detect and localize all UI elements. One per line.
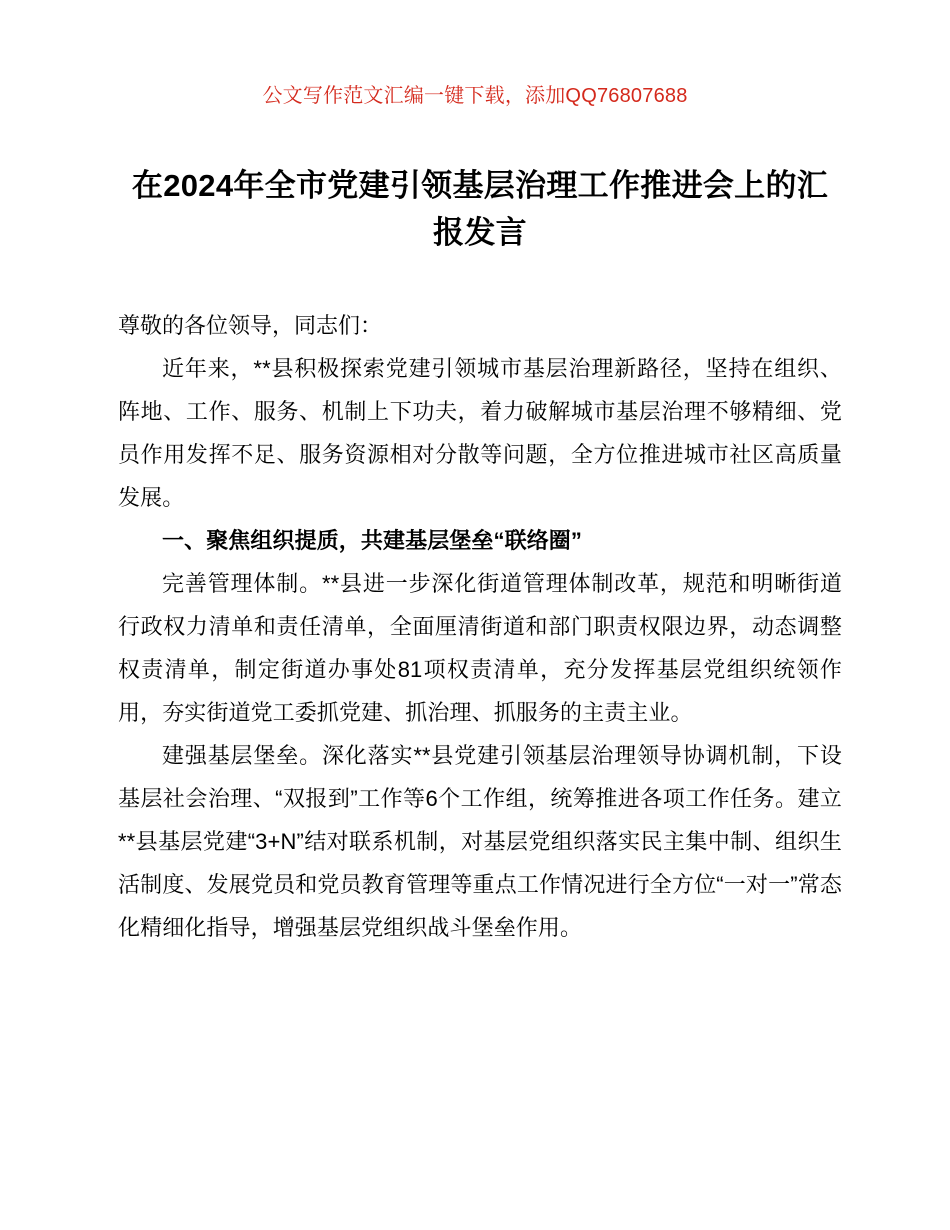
page-title: 在2024年全市党建引领基层治理工作推进会上的汇报发言: [131, 168, 829, 250]
section-heading: 一、聚焦组织提质，共建基层堡垒“联络圈”: [162, 528, 583, 553]
document-content: [118, 347, 842, 949]
salutation-line: 尊敬的各位领导，同志们：: [118, 313, 383, 338]
body-paragraph: 近年来，**县积极探索党建引领城市基层治理新路径，坚持在组织、阵地、工作、服务、机制上下功夫，着力破解城市基层治理不够精细、党员作用发挥不足、服务资源相对分散等问题，全方位推进城市社区高质量发展。: [118, 356, 842, 510]
body-paragraph: 建强基层堡垒。深化落实**县党建引领基层治理领导协调机制，下设基层社会治理、“双报到”工作等6个工作组，统筹推进各项工作任务。建立**县基层党建“3+N”结对联系机制，对基层党组织落实民主集中制、组织生活制度、发展党员和党员教育管理等重点工作情况进行全方位“一对一”常态化精细化指导，增强基层党组织战斗堡垒作用。: [118, 743, 842, 940]
body-paragraph: 完善管理体制。**县进一步深化街道管理体制改革，规范和明晰街道行政权力清单和责任清单，全面厘清街道和部门职责权限边界，动态调整权责清单，制定街道办事处81项权责清单，充分发挥基层党组织统领作用，夯实街道党工委抓党建、抓治理、抓服务的主责主业。: [118, 571, 842, 725]
promo-header-text: 公文写作范文汇编一键下载，添加QQ76807688: [262, 85, 688, 107]
document-body: [118, 0, 842, 949]
